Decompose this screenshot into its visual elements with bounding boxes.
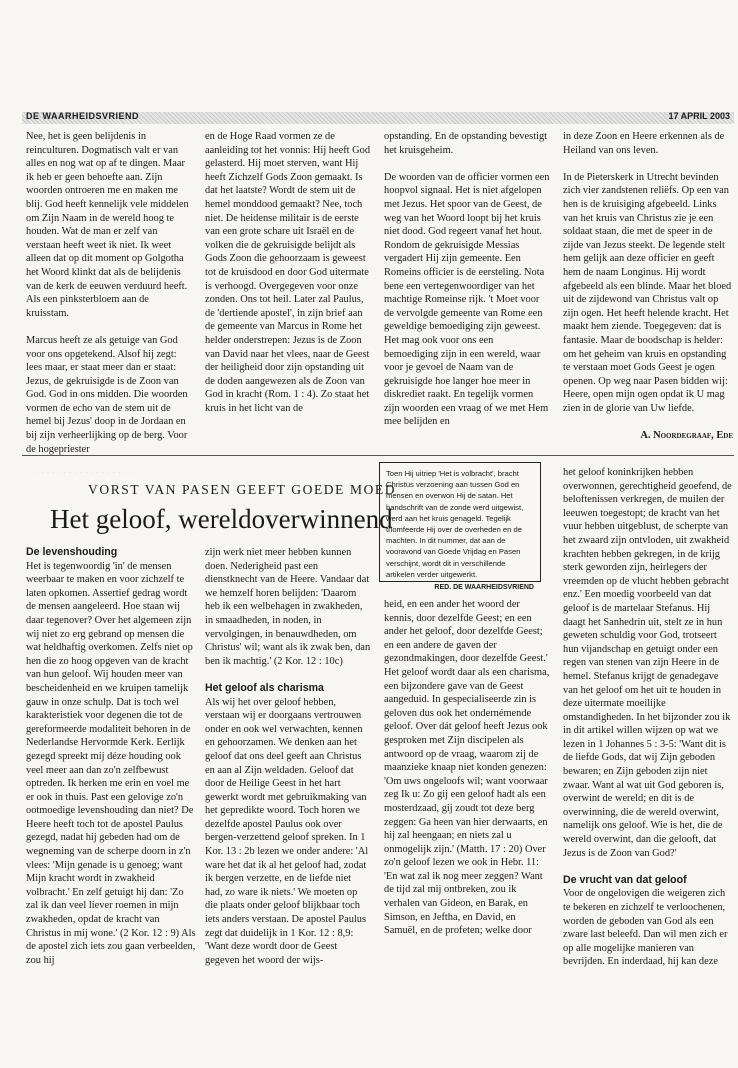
paragraph: heid, en een ander het woord der kennis, door dezelfde Geest; en een ander het geloof, door dezelfde Geest; en een andere de gaven der gezondmakingen, door dezelfde Geest.' Het geloof wordt daar als een charisma, een bijzondere gave van de Geest aangeduid. In gespecialiseerde zin is geloven dus ook het ondernémende geloof. Over dát geloof heeft Jezus ook gesproken met Zijn discipelen als antwoord op de vraag, waarom zij de maanzieke knaap niet konden genezen: 'Om uws ongeloofs wil; want voorwaar zeg Ik u: Zo gij een geloof hadt als een mosterdzaad, gij zoudt tot deze berg zeggen: Ga heen van hier derwaarts, en hij zal heengaan; en niets zal u onmogelijk zijn.' (Matth. 17 : 20) Over zo'n geloof lezen we ook in Hebr. 11: 'En wat zal ik nog meer zeggen? Want de tijd zal mij ontbreken, zou ik verhalen van Gideon, en Barak, en Simson, en Jeftha, en David, en Samuël, en de profeten; welke door (384, 599, 550, 937)
top-column-2 (205, 130, 371, 415)
editorial-box (379, 462, 541, 592)
article-headline: Het geloof, wereldoverwinnend (50, 504, 393, 534)
publication-name: DE WAARHEIDSVRIEND (26, 111, 140, 121)
section-heading: De levenshouding (26, 546, 118, 558)
author-signature: A. Noordegraaf, Ede (640, 430, 733, 442)
paragraph: Het is tegenwoordig 'in' de mensen weerbaar te maken en voor zichzelf te laten opkomen. Assertief gedrag wordt de mensen aangeleerd. Hoe staan wij daar tegenover? Over het algemeen zijn wij niet zo erg gebrand op mensen die wat heldhaftig overkomen. Zelfs niet op hen die zo hoog opgeven van de kracht van hun geloof. Wij houden meer van bescheidenheid en we kruipen tamelijk gauw in onze schulp. Dat is toch wel karakteristiek voor degenen die tot de gereformeerde modaliteit behoren in de Nederlandse Hervormde Kerk. Eerlijk gezegd spreekt mij déze houding ook veel meer aan dan zo'n zelfbewust optreden. Ik herken me erin en voel me er ook in thuis. Past een gelovige zo'n ootmoedige levenshouding dan niet? De Heere heeft toch tot de apostel Paulus gezegd, nadat hij gebeden had om de wegneming van de scherpe doorn in z'n vlees: 'Mijn genade is u genoeg; want Mijn kracht wordt in zwakheid volbracht.' En zelf getuigt hij dan: 'Zo zal ik dan veel liever roemen in mijn zwakheden, opdat de kracht van Christus in mij wone.' (2 Kor. 12 : 9) Als de apostel zich iets zou gaan verbeelden, zou hij (26, 560, 196, 966)
top-column-4 (563, 130, 733, 443)
article-column-3 (384, 598, 550, 938)
section-heading: De vrucht van dat geloof (563, 873, 687, 886)
top-column-1 (26, 130, 192, 456)
box-text: Toen Hij uitriep 'Het is volbracht', bracht Christus verzoening aan tussen God en mensen en overwon Hij de satan. Het handschrift van de zonde werd uitgewist, werd aan het kruis genageld. Tegelijk triomfeerde Hij over de overheden en de machten. In dit nummer, dat aan de vooravond van Goede Vrijdag en Pasen verschijnt, wordt dit in verschillende artikelen verder uitgewerkt. (386, 469, 524, 579)
paragraph: Als wij het over geloof hebben, verstaan wij er doorgaans vertrouwen onder en ook wel verwachten, kennen en gehoorzamen. We denken aan het geloof dat ons deel geeft aan Christus en aan al Zijn weldaden. Geloof dat door de Heilige Geest in het hart gewerkt wordt met gebruikmaking van het gepredikte woord. Toch horen we dezelfde apostel Paulus ook over bergen-verzettend geloof spreken. In 1 Kor. 13 : 2b lezen we onder andere: 'Al ware het dat ik al het geloof had, zodat ik bergen verzette, en de liefde niet had, zo ware ik niets.' We moeten op die plaats onder geloof blijkbaar toch iets anders verstaan. De apostel Paulus zegt dat duidelijk in 1 Kor. 12 : 8,9: 'Want deze wordt door de Geest gegeven het woord der wijs- (205, 696, 369, 966)
paragraph: In de Pieterskerk in Utrecht bevinden zich vier zandstenen reliëfs. Op een van hen is de kruisiging afgebeeld. Links van het kruis van Christus zie je een soldaat staan, die met de speer in de zijde van Jezus steekt. De legende stelt hem gelijk aan deze officier en geeft hem de naam Longinus. Hij wordt afgebeeld als een blinde. Maar het bloed uit de zijdewond van Christus valt op zijn ogen. Het heeft helende kracht. Het maakt hem ziende. Toegegeven: dat is fantasie. Maar de boodschap is helder: om het geheim van kruis en opstanding te verstaan moet Gods Geest je ogen openen. Op weg naar Pasen bidden wij: Heere, open mijn ogen opdat ik U mag zien in de glorie van Uw liefde. (563, 171, 732, 414)
section-heading: Het geloof als charisma (205, 681, 324, 694)
top-column-3 (384, 130, 550, 429)
section-divider (22, 455, 734, 456)
issue-date: 17 APRIL 2003 (668, 111, 730, 121)
paragraph: Nee, het is geen belijdenis in reinculturen. Dogmatisch valt er van alles en nog wat op af te dingen. Maar ik heb er geen behoefte aan. Zijn woorden ontroeren me en maken me blij. God heeft kennelijk vele middelen om Zijn Naam in de wereld hoog te houden. Wat de man er zelf van verstaan heeft weet ik niet. Ik weet alleen dat op dit moment op Golgotha het Woord klinkt dat als de belijdenis van de kerk de eeuwen verduurd heeft. Als een pinksterbloem aan de kruisstam. (26, 131, 189, 319)
paragraph: Voor de ongelovigen die weigeren zich te bekeren en zichzelf te verloochenen, worden de geboden van God als een zware last beleefd. Dan wil men zich er op alle mogelijke manieren van bevrijden. En inderdaad, hij kan deze (563, 888, 728, 968)
paragraph: zijn werk niet meer hebben kunnen doen. Nederigheid past een dienstknecht van de Heere. Vandaar dat we hemzelf horen belijden: 'Daarom heb ik een welbehagen in zwakheden, in smaadheden, in noden, in vervolgingen, in benauwdheden, om Christus' wil; want als ik zwak ben, dan ben ik machtig.' (2 Kor. 12 : 10c) (205, 547, 371, 667)
paragraph: opstanding. En de opstanding bevestigt het kruisgeheim. (384, 131, 548, 156)
paragraph: De woorden van de officier vormen een hoopvol signaal. Het is niet afgelopen met Jezus. Het spoor van de Geest, de weg van het Woord loopt bij het kruis niet dood. God regeert vanaf het hout. Rondom de gekruisigde Messias vergadert Hij zijn gemeente. Een Romeins officier is de eersteling. Nota bene een vertegenwoordiger van het machtige Romeinse rijk. 't Moet voor de vervolgde gemeente van Rome een geweldige bemoediging zijn geweest. Het mag ook voor ons een bemoediging zijn in een wereld, waar voor je gevoel de Naam van de gekruisigde hoe langer hoe meer in diskrediet raakt. En tegelijk vormen zijn woorden een vraag of we met Hem mee belijden en (384, 171, 550, 428)
box-signature: RED. DE WAARHEIDSVRIEND (434, 584, 534, 592)
paragraph: en de Hoge Raad vormen ze de aanleiding tot het vonnis: Hij heeft God gelasterd. Hij moet sterven, want Hij heeft Zichzelf Gods Zoon gemaakt. Is dat het laatste? Wordt de stem uit de hemel monddood gemaakt? Nee, toch niet. De heidense militair is de eerste van een grote schare uit Israël en de volken die de gekruisigde belijdt als Gods Zoon die gehoorzaam is geweest tot de kruisdood en door God uitermate is verhoogd. Overgegeven voor onze zonden. Ons tot heil. Later zal Paulus, de 'dertiende apostel', in zijn brief aan de gemeente van Marcus in Rome het helder onderstrepen: Jezus is de Zoon van David naar het vlees, naar de Geest der heiligheid door zijn opstanding uit de doden aangewezen als de Zoon van God in kracht (Rom. 1 : 4). Zo staat het kruis in het licht van de (205, 131, 371, 414)
article-column-1 (26, 546, 196, 967)
article-column-4 (563, 466, 733, 969)
scan-noise: · · · · · · · · · · · · · · · · · · (36, 470, 133, 476)
paragraph: in deze Zoon en Heere erkennen als de Heiland van ons leven. (563, 131, 725, 156)
article-kicker: VORST VAN PASEN GEEFT GOEDE MOED (88, 482, 397, 497)
paragraph: het geloof koninkrijken hebben overwonnen, gerechtigheid geoefend, de beloftenissen verkregen, de muilen der leeuwen toegestopt; de kracht van het vuur hebben uitgeblust, de scherpte van het zwaard zijn ontvloden, uit zwakheid krachten hebben gekregen, in de krijg sterk geworden zijn, heirlegers der vreemden op de vlucht hebben gebracht enz.' Een moedig voorbeeld van dat geloof is de martelaar Stefanus. Hij daagt het Sanhedrin uit, stelt ze in hun geweten schuldig voor God, trotseert hun vijandschap en getuigt onder een regen van stenen van zijn Heere in de hemel. Stefanus krijgt de genadegave van het geloof om het uit te houden in deze uitermate moeilijke omstandigheden. In het bijzonder zou ik in dit artikel willen wijzen op wat we lezen in 1 Johannes 5 : 3-5: 'Want dit is de liefde Gods, dat wij Zijn geboden bewaren; en Zijn geboden zijn niet zwaar. Want al wat uit God geboren is, overwint de wereld; en dit is de overwinning, die de wereld overwint, namelijk ons geloof. Wie is het, die de wereld overwint, dan die gelooft, dat Jezus is de Zoon van God?' (563, 467, 732, 859)
paragraph: Marcus heeft ze als getuige van God voor ons opgetekend. Alsof hij zegt: lees maar, er staat meer dan er staat: Jezus, de gekruisigde is de Zoon van God. God in ons midden. Die woorden vormen de echo van de stem uit de hemel bij Jezus' doop in de Jordaan en bij zijn verheerlijking op de berg. Voor de hogepriester (26, 334, 188, 455)
article-column-2 (205, 546, 371, 967)
